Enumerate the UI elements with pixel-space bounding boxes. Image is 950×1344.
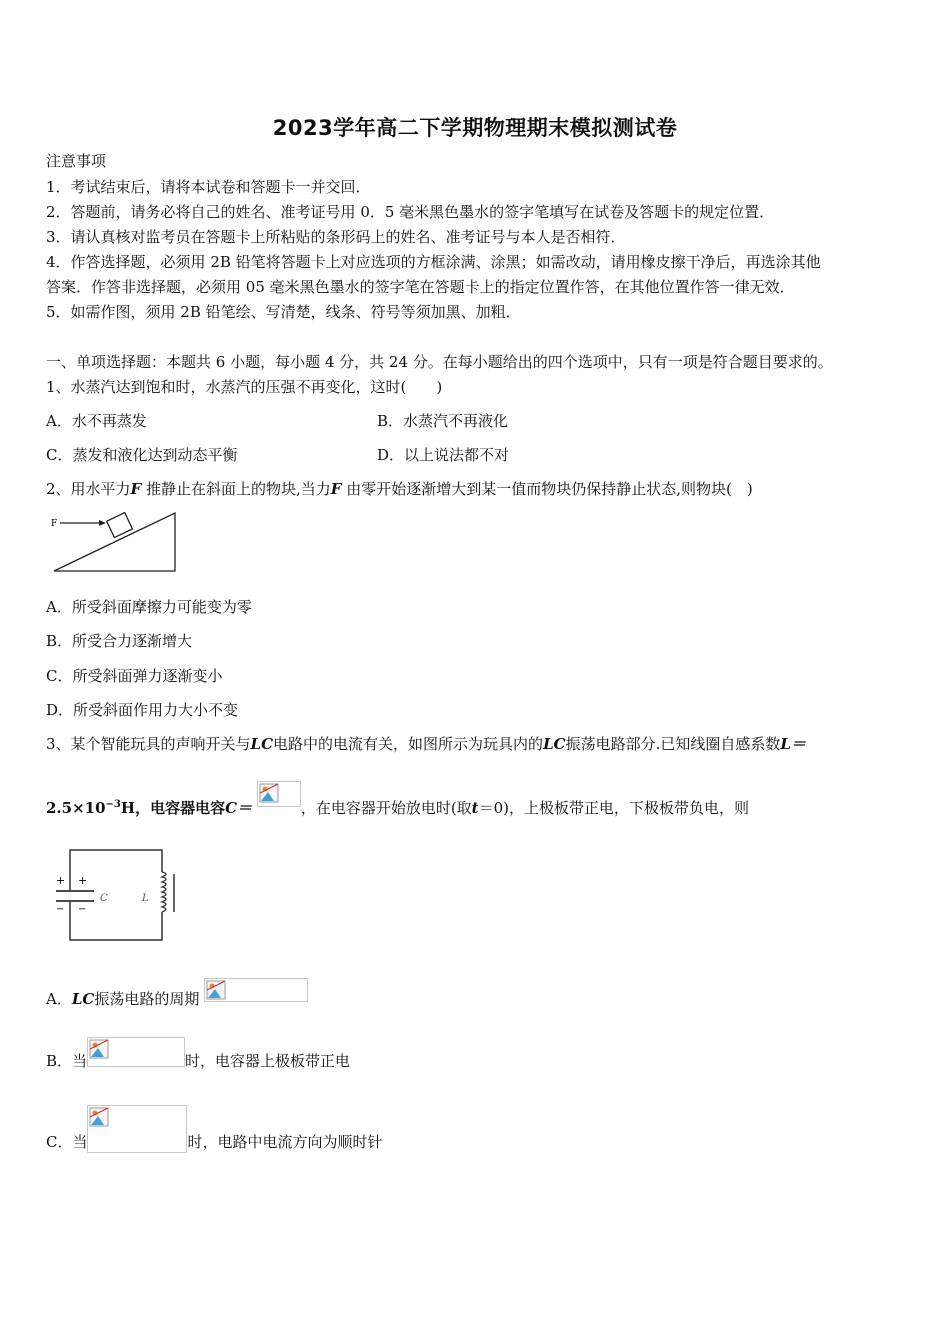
plus-sign: + (56, 874, 66, 887)
broken-image-icon (89, 1107, 109, 1127)
lc-circuit-figure (50, 846, 178, 944)
inductor-label: L (142, 893, 149, 904)
lc-var: LC (250, 735, 274, 753)
q2-option-a: A．所受斜面摩擦力可能变为零 (46, 598, 252, 616)
time-formula-image (87, 1037, 185, 1067)
page-title: 2023学年高二下学期物理期末模拟测试卷 (272, 116, 678, 140)
notice-item-4: 4．作答选择题，必须用 2B 铅笔将答题卡上对应选项的方框涂满、涂黑；如需改动，请用橡皮擦干净后，再选涂其他 (46, 253, 821, 271)
minus-sign: − (56, 904, 65, 915)
q1-option-d: D．以上说法都不对 (377, 446, 510, 464)
force-var: F (130, 480, 142, 498)
force-var: F (330, 480, 342, 498)
notice-item-2: 2．答题前，请务必将自己的姓名、准考证号用 0．5 毫米黑色墨水的签字笔填写在试卷及答题卡的规定位置． (46, 203, 775, 221)
inductance-var: L＝ (780, 735, 806, 753)
section-heading: 一、单项选择题：本题共 6 小题，每小题 4 分，共 24 分。在每小题给出的四个选项中，只有一项是符合题目要求的。 (46, 353, 833, 371)
lc-var: LC (71, 990, 95, 1008)
q3-stem-line2 (46, 795, 749, 818)
option-text: 时，电容器上极板带正电 (185, 1052, 351, 1070)
q3-text: H，电容器电容 (120, 799, 226, 817)
q1-option-b: B．水蒸汽不再液化 (377, 412, 509, 430)
broken-image-icon (89, 1039, 109, 1059)
incline-figure (46, 508, 182, 576)
q3-text: ，在电容器开始放电时(取 (300, 799, 472, 817)
broken-image-icon (259, 783, 279, 803)
q3-text: ＝0)，上极板带正电，下极板带负电，则 (478, 799, 750, 817)
q3-text: 3、某个智能玩具的声响开关与 (46, 735, 251, 753)
capacitance-var: C＝ (225, 799, 253, 817)
q1-option-c: C．蒸发和液化达到动态平衡 (46, 446, 238, 464)
notice-item-4-cont: 答案．作答非选择题，必须用 05 毫米黑色墨水的签字笔在答题卡上的指定位置作答，在其他位置作答一律无效． (46, 278, 795, 296)
notice-item-3: 3．请认真核对监考员在答题卡上所粘贴的条形码上的姓名、准考证号与本人是否相符． (46, 228, 626, 246)
q1-stem: 1、水蒸汽达到饱和时，水蒸汽的压强不再变化，这时( ) (46, 378, 443, 396)
q2-stem (46, 479, 753, 499)
q3-text: 电路中的电流有关，如图所示为玩具内的 (273, 735, 544, 753)
q3-option-b (46, 1047, 350, 1077)
q2-stem-part1: 2、用水平力 (46, 480, 131, 498)
period-formula-image (204, 978, 308, 1002)
time-formula-image (87, 1105, 187, 1153)
q3-stem-line1 (46, 734, 806, 754)
q1-option-a: A．水不再蒸发 (46, 412, 147, 430)
time-var: t (471, 799, 479, 817)
q3-text: 振荡电路部分.已知线圈自感系数 (565, 735, 781, 753)
notice-heading: 注意事项 (46, 152, 107, 170)
q3-option-a (46, 988, 308, 1012)
plus-sign: + (78, 874, 88, 887)
q2-option-d: D．所受斜面作用力大小不变 (46, 701, 239, 719)
capacitance-formula-image (257, 781, 301, 807)
exponent: −3 (105, 799, 121, 810)
figure-force-label: F (51, 519, 58, 529)
q2-stem-part2: 推静止在斜面上的物块,当力 (145, 480, 331, 498)
option-text: 时，电路中电流方向为顺时针 (187, 1133, 383, 1151)
inductance-value: 2.5×10 (46, 799, 106, 817)
option-prefix: A． (46, 990, 72, 1008)
capacitor-label: C (100, 893, 108, 904)
option-prefix: B．当 (46, 1052, 88, 1070)
q3-option-c (46, 1119, 383, 1167)
option-prefix: C．当 (46, 1133, 88, 1151)
lc-var: LC (543, 735, 566, 753)
broken-image-icon (206, 980, 226, 1000)
notice-item-5: 5．如需作图，须用 2B 铅笔绘、写清楚，线条、符号等须加黑、加粗． (46, 303, 521, 321)
q2-option-b: B．所受合力逐渐增大 (46, 632, 193, 650)
q2-option-c: C．所受斜面弹力逐渐变小 (46, 667, 223, 685)
option-text: 振荡电路的周期 (94, 990, 200, 1008)
q2-stem-part3: 由零开始逐渐增大到某一值而物块仍保持静止状态,则物块( ) (346, 480, 753, 498)
minus-sign: − (78, 904, 87, 915)
notice-item-1: 1．考试结束后，请将本试卷和答题卡一并交回． (46, 178, 371, 196)
